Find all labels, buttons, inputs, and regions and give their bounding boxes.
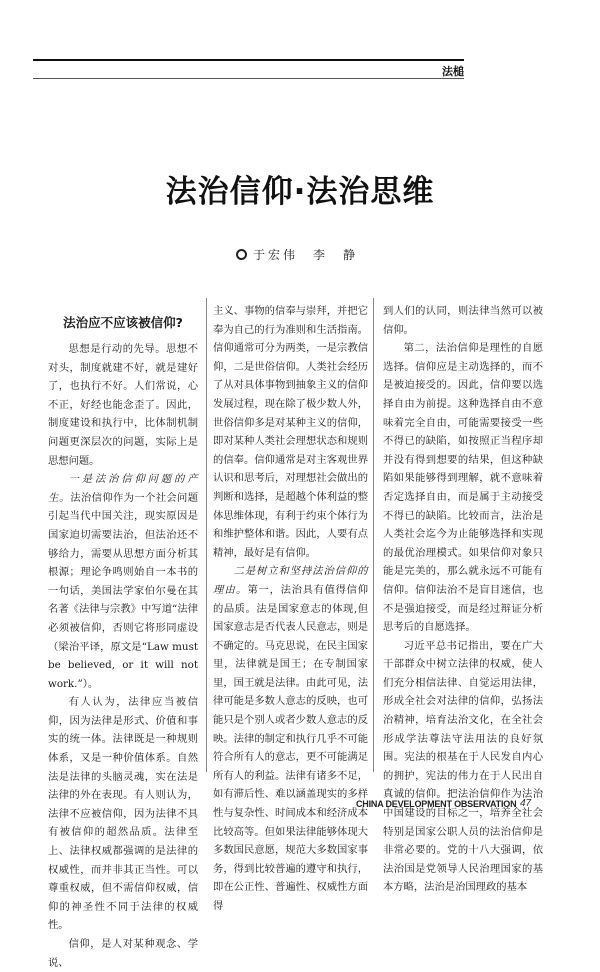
paragraph: 信仰，是人对某种观念、学说、 [48, 938, 198, 969]
column-divider [373, 298, 374, 772]
article-title: 法治信仰·法治思维 [165, 174, 435, 210]
header-rule-top [33, 59, 464, 61]
paragraph [48, 470, 198, 693]
paragraph: 习近平总书记指出，要在广大干部群众中树立法律的权威，使人们充分相信法律、自觉运用法律，形成全社会对法律的信仰，弘扬法治精神，培育法治文化，在全社会形成学法尊法守法用法的良好氛围。宪法的根基在于人民发自内心的拥护，宪法的伟力在于人民出自真诚的信仰。把法治信仰作为法治中国建设的目标之一，培养全社会特别是国家公职人员的法治信仰是非常必要的。党的十八大强调，依法治国是党领导人民治理国家的基本方略，法治是治国理政的基本 [383, 639, 543, 894]
paragraph-body: 第一，法治具有值得信仰的品质。法是国家意志的体现,但国家意志是否代表人民意志，则是不确定的。马克思说，在民主国家里，法律就是国王；在专制国家里，国王就是法律。由此可见，法律可能是多数人意志的反映，也可能只是个别人或者少数人意志的反映。法律的制定和执行几乎不可能符合所有人的意志，更不可能满足所有人的利益。法律有诸多不足，如有滞后性、难以涵盖现实的多样性与复杂性、时间成本和经济成本比较高等。但如果法律能够体现大多数国民意愿，规范大多数国家事务，得到比较普遍的遵守和执行，即在公正性、普遍性、权威性方面得 [213, 583, 368, 912]
paragraph-body: 法治信仰作为一个社会问题引起当代中国关注，现实原因是国家迫切需要法治，但法治还不够给力，需要从思想方面分析其根源；理论争鸣则始自一本书的一句话，美国法学家伯尔曼在其名著《法律与宗教》中写道“法律必须被信仰，否则它将形同虚设（梁治平译，原文是“Law must be believed, or it will not work.”）。 [48, 491, 199, 690]
publication-name: CHINA DEVELOPMENT OBSERVATION [356, 799, 517, 809]
byline [236, 246, 358, 263]
column-divider [206, 298, 207, 772]
column-2 [213, 302, 368, 916]
header-rule-bottom [33, 78, 464, 79]
page-number: 47 [520, 798, 532, 809]
paragraph: 思想是行动的先导。思想不对头，制度就建不好，就是建好了，也执行不好。人们常说，心不正，好经也能念歪了。因此，制度建设和执行中，比体制机制问题更深层次的问题，实际上是思想问题。 [48, 343, 198, 467]
lead-in: 二是树立和坚持法治信仰的理由。 [213, 565, 368, 596]
section-subheading: 法治应不应该被信仰? [63, 315, 183, 330]
paragraph: 有人认为，法律应当被信仰，因为法律是形式、价值和事实的统一体。法律既是一种规则体系，又是一种价值体系。自然法是法律的头脑灵魂，实在法是法律的外在表现。有人则认为，法律不应被信仰，因为法律不具有被信仰的超然品质。法律至上、法律权威都强调的是法律的权威性，而并非其正当性。可以尊重权威，但不需信仰权威，信仰的神圣性不同于法律的权威性。 [48, 696, 198, 932]
circle-bullet-icon [236, 249, 247, 260]
column-1 [48, 302, 198, 972]
authors: 于宏伟 李 静 [253, 248, 359, 262]
lead-in: 一是法治信仰问题的产生。 [48, 473, 198, 504]
section-tag: 法槌 [442, 65, 464, 78]
paragraph: 主义、事物的信奉与崇拜，并把它奉为自己的行为准则和生活指南。信仰通常可分为两类，一是宗教信仰，二是世俗信仰。人类社会经历了从对具体事物到抽象主义的信仰发展过程，现在除了极少数人外，世俗信仰多是对某种主义的信仰，即对某种人类社会理想状态和规则的信奉。信仰通常是对主客观世界认识和思考后，对理想社会做出的判断和选择，是超越个体利益的整体思维体现，有利于约束个体行为和维护整体和谐。因此，人要有点精神，最好是有信仰。 [213, 305, 368, 559]
paragraph [213, 562, 368, 915]
paragraph: 到人们的认同，则法律当然可以被信仰。 [383, 305, 543, 336]
paragraph: 第二，法治信仰是理性的自愿选择。信仰应是主动选择的，而不是被迫接受的。因此，信仰要以选择自由为前提。这种选择自由不意味着完全自由，可能需要接受一些不得已的缺陷，如按照正当程序却并没有得到想要的结果，但这种缺陷如果能够得到理解，就不意味着否定选择自由，而是属于主动接受不得已的缺陷。比较而言，法治是人类社会迄今为止能够选择和实现的最优治理模式。如果信仰对象只能是完美的，那么就永远不可能有信仰。信仰法治不是盲目迷信，也不是强迫接受，而是经过辩证分析思考后的自愿选择。 [383, 342, 543, 634]
